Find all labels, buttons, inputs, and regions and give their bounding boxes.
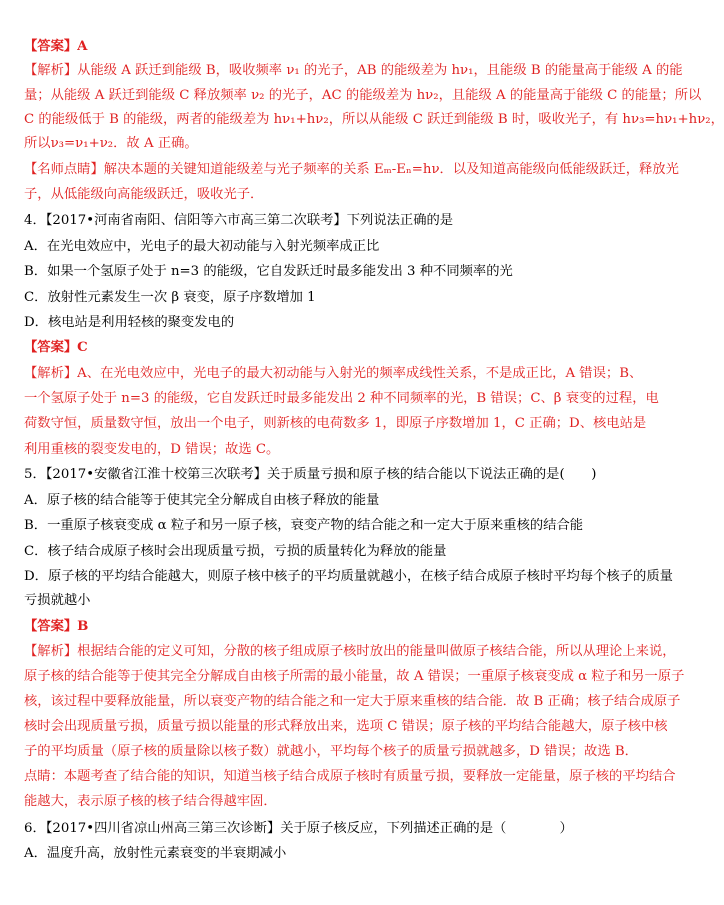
option-c: C．核子结合成原子核时会出现质量亏损，亏损的质量转化为释放的能量 xyxy=(24,544,447,559)
answer-label: 【答案】B xyxy=(24,619,89,634)
analysis-line: 【解析】A、在光电效应中，光电子的最大初动能与入射光的频率成线性关系，不是成正比，A 错误；B、 xyxy=(24,366,643,381)
analysis-line: 所以ν₃=ν₁+ν₂．故 A 正确。 xyxy=(24,136,198,151)
analysis-line: 利用重核的裂变发电的，D 错误；故选 C。 xyxy=(24,442,280,457)
option-a: A．在光电效应中，光电子的最大初动能与入射光频率成正比 xyxy=(24,239,380,254)
option-d: D．原子核的平均结合能越大，则原子核中核子的平均质量就越小，在核子结合成原子核时平均每个核子的质量 xyxy=(24,569,673,584)
tip-line: 【名师点睛】解决本题的关键知道能级差与光子频率的关系 Eₘ-Eₙ=hν．以及知道高能级向低能级跃迁，释放光 xyxy=(24,162,679,177)
analysis-line: 一个氢原子处于 n=3 的能级，它自发跃迁时最多能发出 2 种不同频率的光，B 错误；C、β 衰变的过程，电 xyxy=(24,391,659,406)
analysis-line: 核时会出现质量亏损，质量亏损以能量的形式释放出来，选项 C 错误；原子核的平均结合能越大，原子核中核 xyxy=(24,719,668,734)
option-c: C．放射性元素发生一次 β 衰变，原子序数增加 1 xyxy=(24,290,316,305)
question-5: 5．【2017•安徽省江淮十校第三次联考】关于质量亏损和原子核的结合能以下说法正确的是( ) xyxy=(24,467,597,482)
comment-line: 能越大，表示原子核的核子结合得越牢固． xyxy=(24,794,277,809)
analysis-line: 原子核的结合能等于使其完全分解成自由核子所需的最小能量，故 A 错误；一重原子核衰变成 α 粒子和另一原子 xyxy=(24,669,685,684)
analysis-line: C 的能级低于 B 的能级，两者的能级差为 hν₁+hν₂，所以从能级 C 跃迁到能级 B 时，吸收光子，有 hν₃=hν₁+hν₂， xyxy=(24,112,724,127)
analysis-line: 【解析】根据结合能的定义可知，分散的核子组成原子核时放出的能量叫做原子核结合能，所以从理论上来说， xyxy=(24,644,676,659)
option-d: D．核电站是利用轻核的聚变发电的 xyxy=(24,315,235,330)
answer-label: 【答案】A xyxy=(24,39,88,54)
question-4: 4．【2017•河南省南阳、信阳等六市高三第二次联考】下列说法正确的是 xyxy=(24,213,454,228)
analysis-line: 核，该过程中要释放能量，所以衰变产物的结合能之和一定大于原来重核的结合能．故 B 正确；核子结合成原子 xyxy=(24,694,681,709)
analysis-line: 荷数守恒，质量数守恒，放出一个电子，则新核的电荷数多 1，即原子序数增加 1，C 正确；D、核电站是 xyxy=(24,416,647,431)
tip-line: 子，从低能级向高能级跃迁，吸收光子． xyxy=(24,187,264,202)
comment-line: 点睛：本题考查了结合能的知识，知道当核子结合成原子核时有质量亏损，要释放一定能量，原子核的平均结合 xyxy=(24,769,676,784)
analysis-line: 子的平均质量（原子核的质量除以核子数）就越小，平均每个核子的质量亏损就越多，D 错误；故选 B． xyxy=(24,744,638,759)
option-a: A．原子核的结合能等于使其完全分解成自由核子释放的能量 xyxy=(24,493,380,508)
option-d-cont: 亏损就越小 xyxy=(24,593,91,608)
analysis-line: 【解析】从能级 A 跃迁到能级 B，吸收频率 ν₁ 的光子，AB 的能级差为 hν₁，且能级 B 的能量高于能级 A 的能 xyxy=(24,63,683,78)
question-6: 6．【2017•四川省凉山州高三第三次诊断】关于原子核反应，下列描述正确的是（ ） xyxy=(24,821,573,836)
option-b: B．如果一个氢原子处于 n=3 的能级，它自发跃迁时最多能发出 3 种不同频率的光 xyxy=(24,264,513,279)
option-a: A．温度升高，放射性元素衰变的半衰期减小 xyxy=(24,846,287,861)
answer-label: 【答案】C xyxy=(24,340,88,355)
analysis-line: 量；从能级 A 跃迁到能级 C 释放频率 ν₂ 的光子，AC 的能级差为 hν₂，且能级 A 的能量高于能级 C 的能量；所以 xyxy=(24,88,702,103)
option-b: B．一重原子核衰变成 α 粒子和另一原子核，衰变产物的结合能之和一定大于原来重核的结合能 xyxy=(24,518,584,533)
